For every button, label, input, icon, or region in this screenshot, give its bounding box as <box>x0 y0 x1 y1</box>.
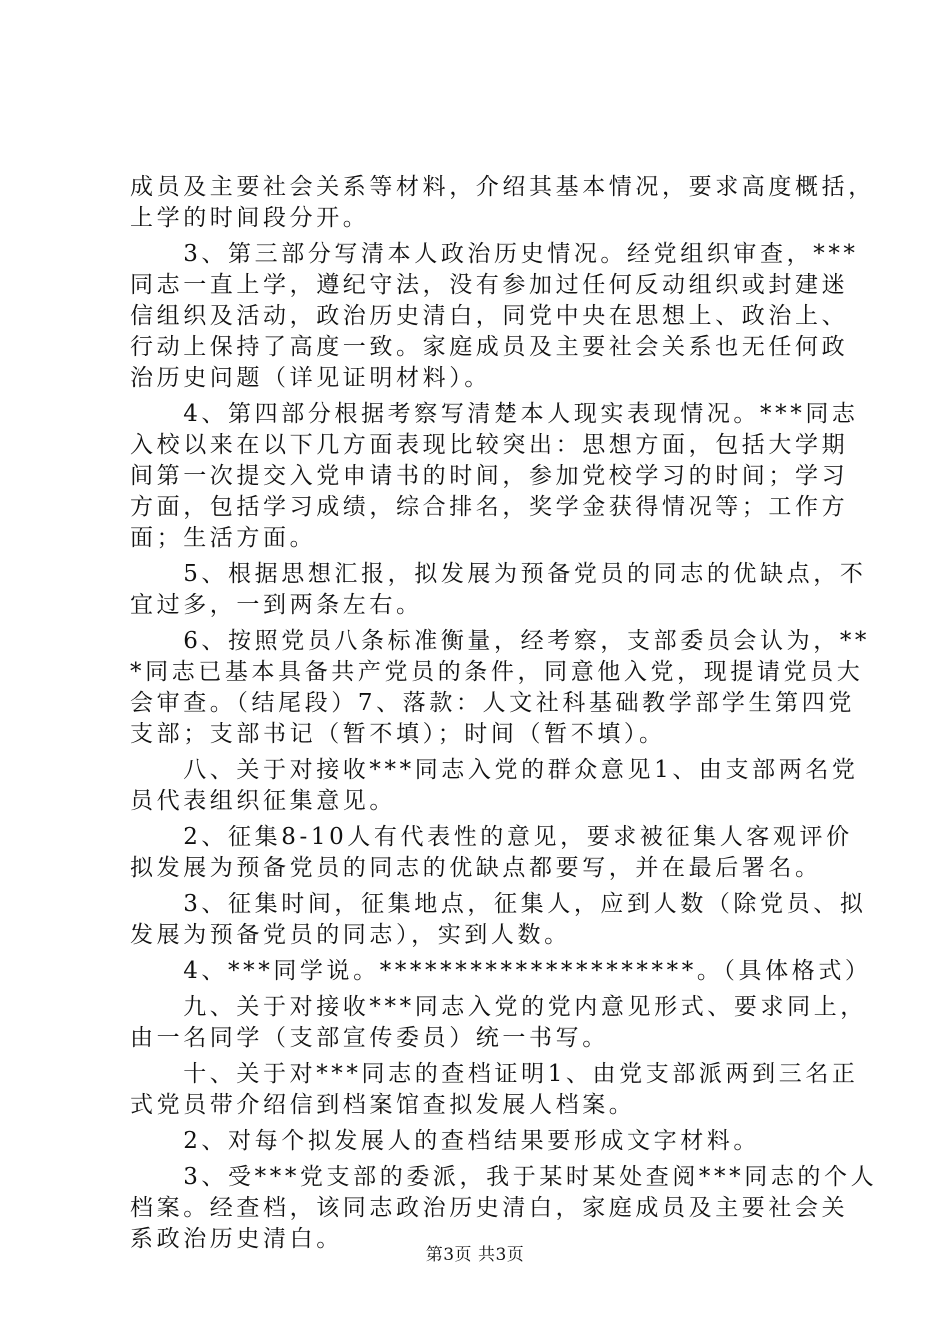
paragraph <box>130 172 875 234</box>
text-line: 由一名同学（支部宣传委员）统一书写。 <box>130 1025 609 1051</box>
text-line: 式党员带介绍信到档案馆查拟发展人档案。 <box>130 1092 636 1118</box>
text-line: 6、按照党员八条标准衡量，经考察，支部委员会认为，** <box>130 628 871 654</box>
paragraph <box>130 755 859 817</box>
text-line: 同志一直上学，遵纪守法，没有参加过任何反动组织或封建迷 <box>130 272 849 298</box>
paragraph <box>130 559 867 621</box>
text-line: 4、第四部分根据考察写清楚本人现实表现情况。***同志 <box>130 401 859 427</box>
text-line: 系政治历史清白。 <box>130 1226 343 1252</box>
paragraph <box>130 399 859 554</box>
text-line: 间第一次提交入党申请书的时间，参加党校学习的时间；学习 <box>130 463 849 489</box>
paragraph <box>130 239 859 394</box>
paragraph <box>130 822 853 884</box>
text-line: 会审查。（结尾段）7、落款：人文社科基础教学部学生第四党 <box>130 690 855 716</box>
page-footer: 第3页 共3页 <box>425 1245 525 1265</box>
paragraph <box>130 956 872 987</box>
text-line: 治历史问题（详见证明材料）。 <box>130 365 491 391</box>
text-line: 八、关于对接收***同志入党的群众意见1、由支部两名党 <box>130 757 859 783</box>
paragraph <box>130 1126 830 1157</box>
text-line: 行动上保持了高度一致。家庭成员及主要社会关系也无任何政 <box>130 334 849 360</box>
text-line: 档案。经查档，该同志政治历史清白，家庭成员及主要社会关 <box>130 1195 849 1221</box>
text-line: 九、关于对接收***同志入党的党内意见形式、要求同上， <box>130 994 867 1020</box>
paragraph <box>130 889 867 951</box>
text-line: 支部；支部书记（暂不填）；时间（暂不填）。 <box>130 721 666 747</box>
text-line: 上学的时间段分开。 <box>130 205 370 231</box>
paragraph <box>130 992 867 1054</box>
text-line: 2、对每个拟发展人的查档结果要形成文字材料。 <box>130 1128 761 1154</box>
paragraph <box>130 626 871 750</box>
text-line: 3、第三部分写清本人政治历史情况。经党组织审查，*** <box>130 241 859 267</box>
text-line: 方面，包括学习成绩，综合排名，奖学金获得情况等；工作方 <box>130 494 849 520</box>
text-line: 2、征集8-10人有代表性的意见，要求被征集人客观评价 <box>130 824 853 850</box>
text-line: 4、***同学说。*********************。（具体格式） <box>130 958 872 984</box>
text-line: 拟发展为预备党员的同志的优缺点都要写，并在最后署名。 <box>130 855 822 881</box>
text-line: 信组织及活动，政治历史清白，同党中央在思想上、政治上、 <box>130 303 849 329</box>
document-body <box>130 172 878 1255</box>
text-line: 宜过多，一到两条左右。 <box>130 592 423 618</box>
text-line: 发展为预备党员的同志），实到人数。 <box>130 922 571 948</box>
text-line: 成员及主要社会关系等材料，介绍其基本情况，要求高度概括， <box>130 174 875 200</box>
text-line: 员代表组织征集意见。 <box>130 788 396 814</box>
text-line: 面；生活方面。 <box>130 525 317 551</box>
text-line: *同志已基本具备共产党员的条件，同意他入党，现提请党员大 <box>130 659 864 685</box>
text-line: 3、征集时间，征集地点，征集人，应到人数（除党员、拟 <box>130 891 867 917</box>
text-line: 5、根据思想汇报，拟发展为预备党员的同志的优缺点，不 <box>130 561 867 587</box>
text-line: 入校以来在以下几方面表现比较突出：思想方面，包括大学期 <box>130 432 849 458</box>
paragraph <box>130 1059 859 1121</box>
text-line: 十、关于对***同志的查档证明1、由党支部派两到三名正 <box>130 1061 859 1087</box>
text-line: 3、受***党支部的委派，我于某时某处查阅***同志的个人 <box>130 1164 878 1190</box>
